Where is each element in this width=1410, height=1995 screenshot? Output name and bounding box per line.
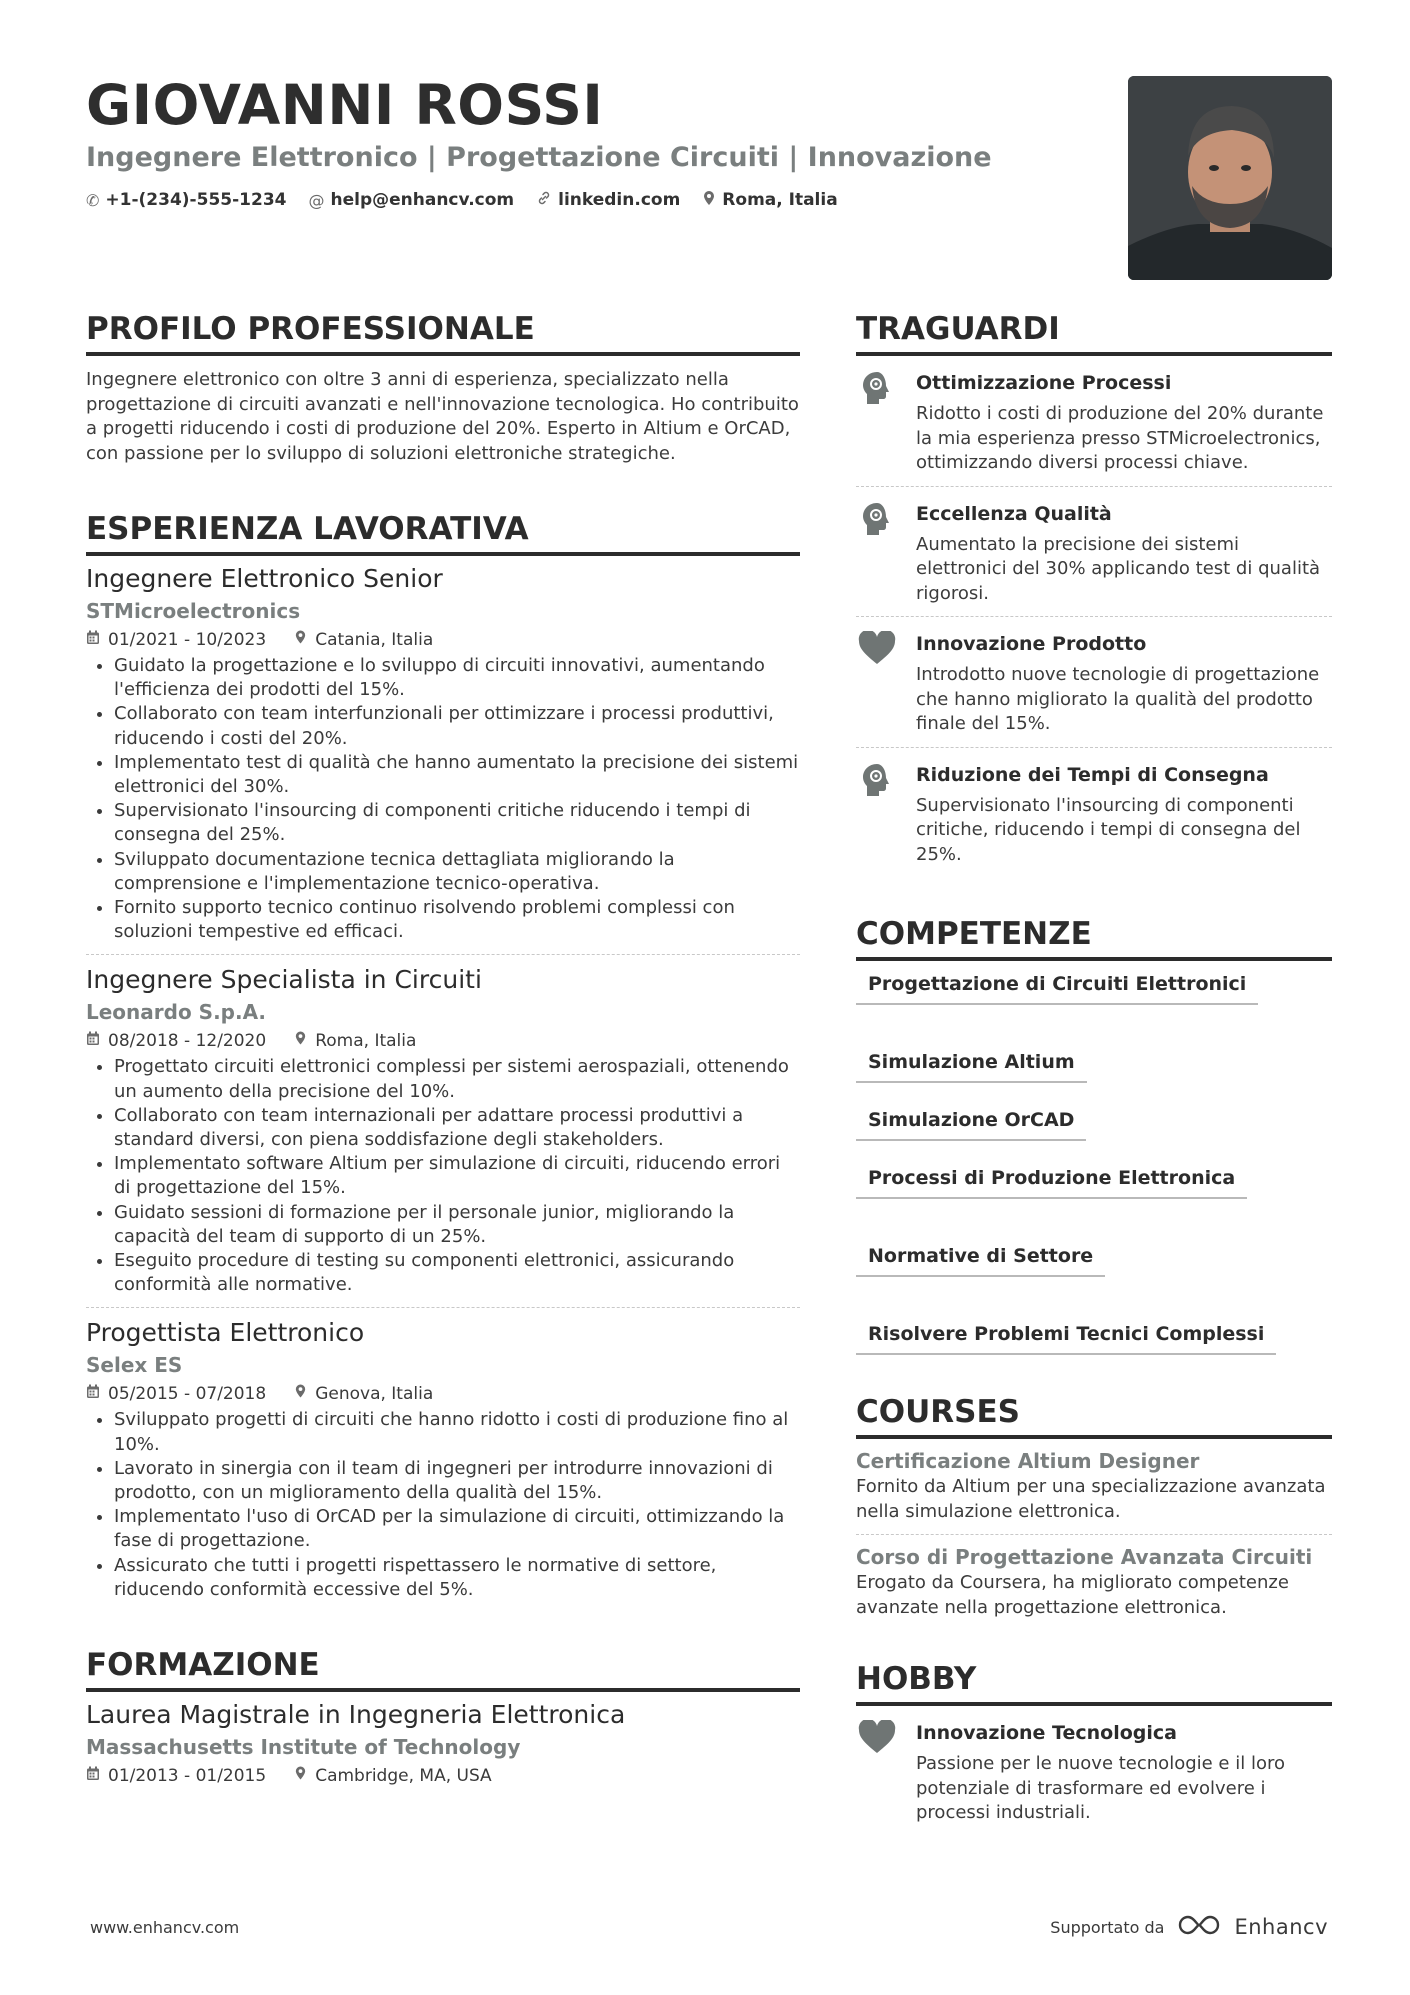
skill-tag: Simulazione OrCAD	[856, 1103, 1086, 1141]
job-bullet: • Fornito supporto tecnico continuo risolvendo problemi complessi con soluzioni tempestive ed efficaci.	[114, 896, 800, 944]
job-meta	[86, 1380, 800, 1408]
map-pin-icon	[294, 1027, 307, 1055]
course-desc: Fornito da Altium per una specializzazione avanzata nella simulazione elettronica.	[856, 1476, 1326, 1522]
job-bullet: • Sviluppato documentazione tecnica dettagliata migliorando la comprensione e l'implementazione tecnico-operativa.	[114, 848, 800, 896]
job-entry	[86, 562, 800, 944]
job-bullet: • Supervisionato l'insourcing di componenti critiche riducendo i tempi di consegna del 25%.	[114, 799, 800, 847]
enhancv-logo-icon	[1176, 1912, 1222, 1942]
job-title: Ingegnere Specialista in Circuiti	[86, 965, 482, 995]
heart-icon	[856, 629, 898, 737]
candidate-name: GIOVANNI ROSSI	[86, 73, 604, 137]
education-dates	[86, 1762, 266, 1790]
job-location-text: Genova, Italia	[315, 1384, 434, 1405]
job-dates	[86, 1027, 266, 1055]
education-location	[294, 1762, 491, 1790]
footer-brand: Enhancv	[1234, 1915, 1328, 1939]
section-title-hobby: HOBBY	[856, 1656, 1332, 1706]
calendar-icon	[86, 1027, 100, 1055]
achievement-item	[856, 493, 1332, 617]
head-gear-icon	[856, 760, 898, 868]
education-location-text: Cambridge, MA, USA	[315, 1766, 492, 1787]
job-bullet: • Implementato software Altium per simulazione di circuiti, riducendo errori di progettazione del 15%.	[114, 1152, 800, 1200]
section-hobby	[856, 1656, 1332, 1836]
job-bullet: • Progettato circuiti elettronici complessi per sistemi aerospaziali, ottenendo un aumento della precisione del 10%.	[114, 1055, 800, 1103]
map-pin-icon	[294, 1380, 307, 1408]
skill-tag: Risolvere Problemi Tecnici Complessi	[856, 1317, 1276, 1355]
divider	[856, 1534, 1332, 1535]
achievement-title: Innovazione Prodotto	[916, 633, 1147, 655]
section-achievements	[856, 306, 1332, 877]
divider	[856, 616, 1332, 617]
achievement-item	[856, 754, 1332, 878]
right-column	[856, 306, 1332, 1836]
achievement-desc: Introdotto nuove tecnologie di progettazione che hanno migliorato la qualità del prodotto finale del 15%.	[916, 664, 1320, 734]
email-text: help@enhancv.com	[330, 190, 515, 210]
calendar-icon	[86, 1380, 100, 1408]
job-meta	[86, 1027, 800, 1055]
course-item	[856, 1447, 1332, 1524]
job-dates	[86, 626, 266, 654]
education-degree: Laurea Magistrale in Ingegneria Elettronica	[86, 1700, 626, 1730]
section-title-achievements: TRAGUARDI	[856, 306, 1332, 356]
achievement-item	[856, 623, 1332, 747]
hobby-item	[856, 1712, 1332, 1836]
job-bullet: • Collaborato con team internazionali per adattare processi produttivi a standard diversi, con piena soddisfazione degli stakeholders.	[114, 1104, 800, 1152]
calendar-icon	[86, 626, 100, 654]
job-bullets	[86, 1408, 800, 1602]
course-desc: Erogato da Coursera, ha migliorato competenze avanzate nella progettazione elettronica.	[856, 1572, 1289, 1618]
hobby-title: Innovazione Tecnologica	[916, 1722, 1177, 1744]
map-pin-icon	[702, 190, 716, 210]
job-company: STMicroelectronics	[86, 599, 301, 623]
course-title: Certificazione Altium Designer	[856, 1449, 1200, 1473]
job-location-text: Roma, Italia	[315, 1031, 417, 1052]
map-pin-icon	[294, 626, 307, 654]
at-icon: @	[308, 190, 325, 210]
education-meta	[86, 1762, 800, 1790]
achievement-title: Eccellenza Qualità	[916, 502, 1112, 525]
calendar-icon	[86, 1762, 100, 1790]
map-pin-icon	[294, 1762, 307, 1790]
job-location	[294, 1380, 433, 1408]
job-entry	[86, 1316, 800, 1602]
job-bullet: • Eseguito procedure di testing su componenti elettronici, assicurando conformità alle normative.	[114, 1249, 800, 1297]
phone-icon: ✆	[86, 190, 100, 210]
section-profile	[86, 306, 800, 466]
job-dates-text: 08/2018 - 12/2020	[108, 1031, 267, 1052]
job-bullet: • Guidato sessioni di formazione per il personale junior, migliorando la capacità del team di supporto di un 25%.	[114, 1201, 800, 1249]
job-entry	[86, 963, 800, 1297]
hobby-desc: Passione per le nuove tecnologie e il loro potenziale di trasformare ed evolvere i processi industriali.	[916, 1753, 1285, 1823]
job-dates-text: 01/2021 - 10/2023	[108, 630, 267, 650]
skill-tag: Progettazione di Circuiti Elettronici	[856, 967, 1258, 1005]
location-text: Roma, Italia	[722, 190, 838, 210]
resume-header	[86, 72, 1086, 210]
divider	[86, 954, 800, 955]
section-title-education: FORMAZIONE	[86, 1642, 800, 1692]
section-title-skills: COMPETENZE	[856, 911, 1332, 961]
job-bullets	[86, 654, 800, 944]
achievement-title: Riduzione dei Tempi di Consegna	[916, 763, 1269, 786]
job-location	[294, 1027, 416, 1055]
skill-tag: Simulazione Altium	[856, 1045, 1087, 1083]
job-location-text: Catania, Italia	[315, 630, 434, 650]
achievement-title: Ottimizzazione Processi	[916, 372, 1172, 394]
divider	[856, 486, 1332, 487]
section-experience	[86, 506, 800, 1602]
job-bullet: • Lavorato in sinergia con il team di ingegneri per introdurre innovazioni di prodotto, con un miglioramento della qualità del 15%.	[114, 1457, 800, 1505]
skills-list	[856, 967, 1332, 1355]
job-title: Progettista Elettronico	[86, 1318, 365, 1348]
job-company: Leonardo S.p.A.	[86, 1000, 267, 1025]
section-title-profile: PROFILO PROFESSIONALE	[86, 306, 800, 356]
skill-tag: Normative di Settore	[856, 1239, 1105, 1277]
job-bullet: • Assicurato che tutti i progetti rispettassero le normative di settore, riducendo conformità eccessive del 5%.	[114, 1554, 800, 1602]
footer-website[interactable]: www.enhancv.com	[90, 1918, 240, 1937]
job-bullets	[86, 1055, 800, 1297]
link-icon	[536, 190, 552, 210]
achievement-desc: Aumentato la precisione dei sistemi elettronici del 30% applicando test di qualità rigorosi.	[916, 533, 1321, 604]
job-title: Ingegnere Elettronico Senior	[86, 564, 443, 593]
job-bullet: • Sviluppato progetti di circuiti che hanno ridotto i costi di produzione fino al 10%.	[114, 1408, 800, 1456]
footer-powered[interactable]	[1050, 1912, 1328, 1942]
section-education	[86, 1642, 800, 1790]
job-bullet: • Collaborato con team interfunzionali per ottimizzare i processi produttivi, riducendo i costi del 20%.	[114, 702, 800, 750]
divider	[86, 1307, 800, 1308]
achievement-item	[856, 362, 1332, 486]
contact-email[interactable]	[308, 190, 514, 210]
candidate-subtitle: Ingegnere Elettronico | Progettazione Circuiti | Innovazione	[86, 142, 992, 173]
section-title-experience: ESPERIENZA LAVORATIVA	[86, 506, 800, 556]
contact-location	[702, 190, 837, 210]
contact-phone[interactable]	[86, 190, 286, 210]
left-column	[86, 306, 800, 1790]
job-bullet: • Implementato test di qualità che hanno aumentato la precisione dei sistemi elettronici del 30%.	[114, 751, 800, 799]
phone-text: +1-(234)-555-1234	[105, 190, 287, 210]
achievement-desc: Supervisionato l'insourcing di componenti critiche, riducendo i tempi di consegna del 25%.	[916, 794, 1301, 865]
job-meta	[86, 626, 800, 654]
achievement-desc: Ridotto i costi di produzione del 20% durante la mia esperienza presso STMicroelectronics, ottimizzando diversi processi chiave.	[916, 403, 1324, 473]
profile-photo	[1128, 76, 1332, 280]
job-bullet: • Implementato l'uso di OrCAD per la simulazione di circuiti, ottimizzando la fase di progettazione.	[114, 1505, 800, 1553]
footer-powered-text: Supportato da	[1050, 1917, 1165, 1937]
job-dates-text: 05/2015 - 07/2018	[108, 1384, 267, 1405]
course-title: Corso di Progettazione Avanzata Circuiti	[856, 1545, 1313, 1569]
contact-linkedin[interactable]	[536, 190, 680, 210]
job-location	[294, 626, 433, 654]
head-gear-icon	[856, 368, 898, 476]
heart-icon	[856, 1718, 898, 1826]
job-bullet: • Guidato la progettazione e lo sviluppo di circuiti innovativi, aumentando l'efficienza dei prodotti del 15%.	[114, 654, 800, 702]
skill-tag: Processi di Produzione Elettronica	[856, 1161, 1247, 1199]
job-company: Selex ES	[86, 1353, 183, 1378]
section-skills	[856, 911, 1332, 1355]
education-dates-text: 01/2013 - 01/2015	[108, 1766, 267, 1787]
section-title-courses: COURSES	[856, 1389, 1332, 1439]
education-school: Massachusetts Institute of Technology	[86, 1735, 521, 1760]
contact-bar	[86, 190, 1086, 210]
profile-summary: Ingegnere elettronico con oltre 3 anni di esperienza, specializzato nella progettazione di circuiti avanzati e nell'innovazione tecnologica. Ho contribuito a progetti riducendo i costi di produzione del 20%. Esperto in Altium e OrCAD, con passione per lo sviluppo di soluzioni elettroniche strategiche.	[86, 369, 799, 464]
section-courses	[856, 1389, 1332, 1620]
linkedin-text: linkedin.com	[558, 190, 681, 210]
course-item	[856, 1543, 1332, 1620]
head-gear-icon	[856, 499, 898, 607]
job-dates	[86, 1380, 266, 1408]
divider	[856, 747, 1332, 748]
page-footer	[0, 1912, 1410, 1952]
